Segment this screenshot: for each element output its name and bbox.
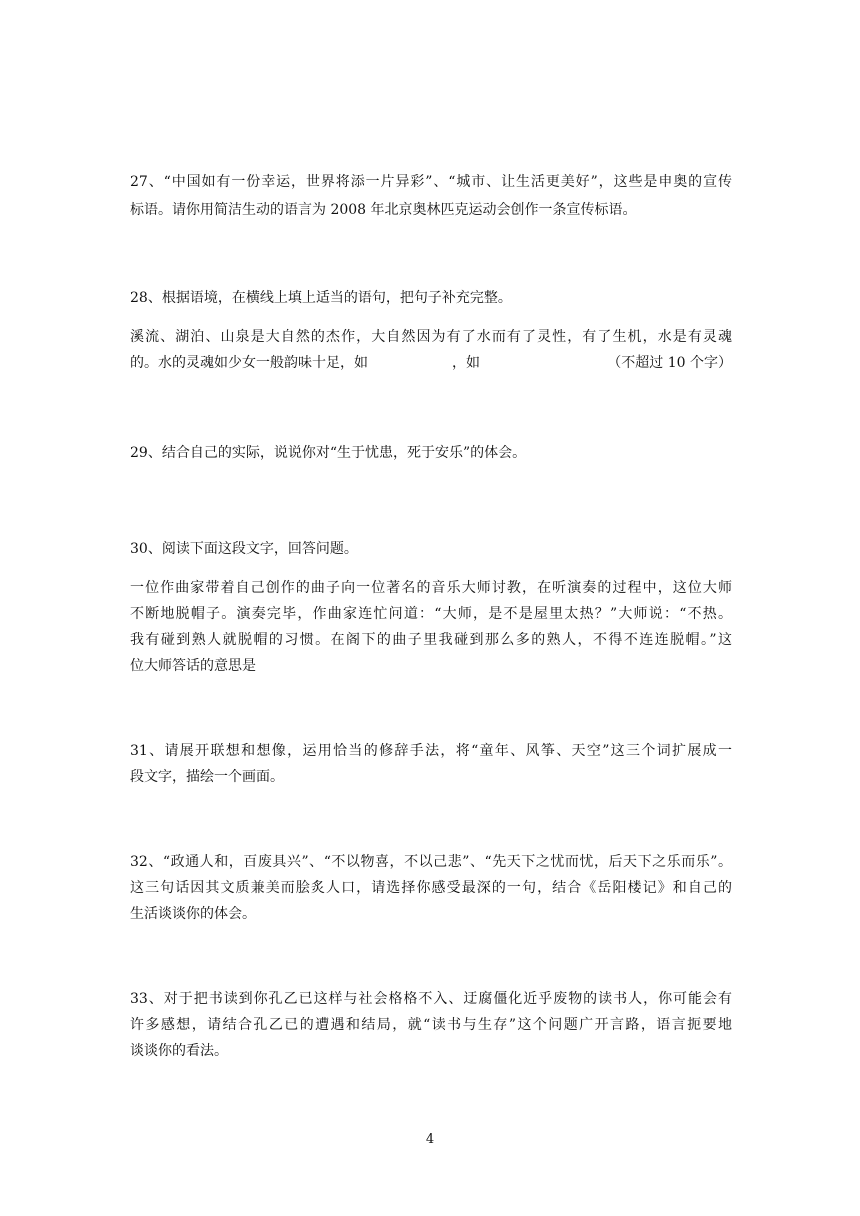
question-29-line-1: 29、结合自己的实际，说说你对“生于忧患，死于安乐”的体会。 xyxy=(130,445,527,461)
question-31-line-2: 段文字，描绘一个画面。 xyxy=(130,769,284,785)
question-32-line-3: 生活谈谈你的体会。 xyxy=(130,906,256,922)
question-28-prompt: 28、根据语境，在横线上填上适当的语句，把句子补充完整。 xyxy=(130,290,512,306)
question-30-passage-line-3: 我有碰到熟人就脱帽的习惯。在阁下的曲子里我碰到那么多的熟人，不得不连连脱帽。”这 xyxy=(130,632,732,648)
question-32-line-2: 这三句话因其文质兼美而脍炙人口，请选择你感受最深的一句，结合《岳阳楼记》和自己的 xyxy=(130,880,732,896)
question-28-fill-text-1: 的。水的灵魂如少女一般韵味十足，如 xyxy=(130,355,368,371)
question-28-fill-line xyxy=(130,351,732,375)
question-27-line-1: 27、“中国如有一份幸运，世界将添一片异彩”、“城市、让生活更美好”，这些是申奥的宣传 xyxy=(130,174,732,190)
question-28-passage-line-1: 溪流、湖泊、山泉是大自然的杰作，大自然因为有了水而有了灵性，有了生机，水是有灵魂 xyxy=(130,329,732,345)
question-28-fill-note: （不超过 10 个字） xyxy=(607,355,732,371)
question-30-prompt: 30、阅读下面这段文字，回答问题。 xyxy=(130,541,358,557)
question-33-line-2: 许多感想，请结合孔乙已的遭遇和结局，就“读书与生存”这个问题广开言路，语言扼要地 xyxy=(130,1017,732,1033)
question-31-line-1: 31、请展开联想和想像，运用恰当的修辞手法，将“童年、风筝、天空”这三个词扩展成一 xyxy=(130,743,732,759)
question-27-line-2: 标语。请你用简洁生动的语言为 2008 年北京奥林匹克运动会创作一条宣传标语。 xyxy=(130,202,637,218)
page-number: 4 xyxy=(425,1132,435,1147)
question-30-passage-line-2: 不断地脱帽子。演奏完毕，作曲家连忙问道：“大师，是不是屋里太热？”大师说：“不热。 xyxy=(130,606,732,622)
question-33-line-3: 谈谈你的看法。 xyxy=(130,1043,228,1059)
question-30-passage-line-4: 位大师答话的意思是 xyxy=(130,658,256,674)
question-28-fill-text-2: ，如 xyxy=(452,355,480,371)
question-32-line-1: 32、“政通人和，百废具兴”、“不以物喜，不以己悲”、“先天下之忧而忧，后天下之乐而乐”。 xyxy=(130,854,732,870)
question-33-line-1: 33、对于把书读到你孔乙已这样与社会格格不入、迂腐僵化近乎废物的读书人，你可能会有 xyxy=(130,991,732,1007)
question-30-passage-line-1: 一位作曲家带着自己创作的曲子向一位著名的音乐大师讨教，在听演奏的过程中，这位大师 xyxy=(130,580,732,596)
